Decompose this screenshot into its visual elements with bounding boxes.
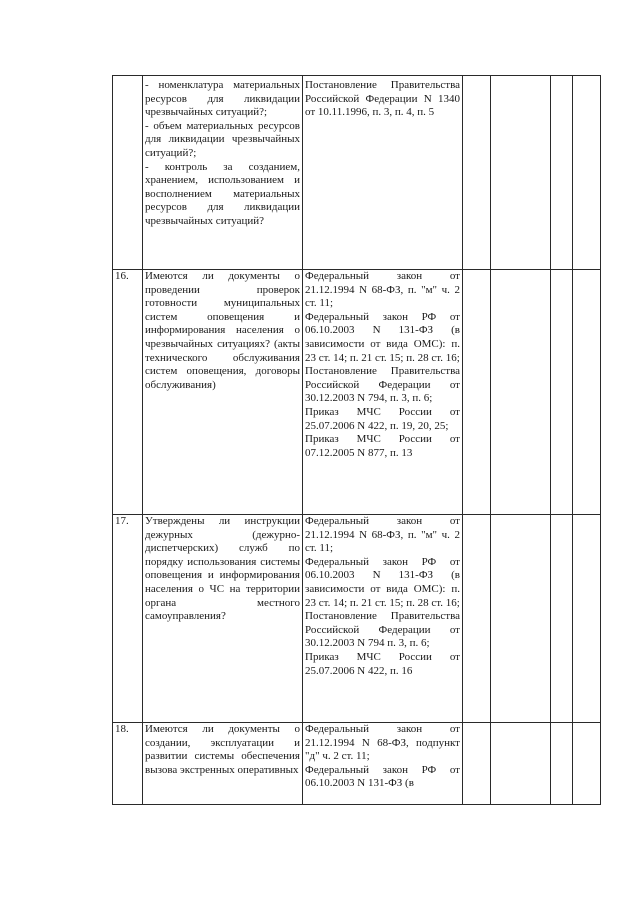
reference-item: Постановление Правительства Российской Федерации от 30.12.2003 N 794 п. 3, п. 6;	[305, 610, 463, 650]
reference-item: Постановление Правительства Российской Федерации от 30.12.2003 N 794, п. 3, п. 6;	[305, 365, 463, 405]
row-number: 16.	[113, 270, 143, 515]
empty-cell	[463, 76, 491, 270]
question-item: Имеются ли документы о проведении проверок готовности муниципальных систем оповещения и информирования населения о чрезвычайных ситуациях? (акты технического обслуживания систем оповещения, договоры обслуживания)	[145, 270, 303, 391]
table-row	[113, 270, 601, 515]
question-cell	[143, 723, 303, 805]
question-item: - номенклатура материальных ресурсов для ликвидации чрезвычайных ситуаций?;	[145, 79, 303, 119]
table-row	[113, 723, 601, 805]
empty-cell	[573, 76, 601, 270]
reference-item: Федеральный закон от 21.12.1994 N 68-ФЗ, п. "м" ч. 2 ст. 11;	[305, 270, 463, 310]
checklist-table	[112, 75, 601, 805]
empty-cell	[463, 270, 491, 515]
empty-cell	[573, 515, 601, 723]
empty-cell	[463, 723, 491, 805]
reference-item: Приказ МЧС России от 25.07.2006 N 422, п. 19, 20, 25;	[305, 405, 463, 432]
empty-cell	[573, 270, 601, 515]
empty-cell	[551, 515, 573, 723]
reference-item: Федеральный закон РФ от 06.10.2003 N 131-ФЗ (в	[305, 763, 463, 790]
empty-cell	[551, 270, 573, 515]
row-number: 17.	[113, 515, 143, 723]
table-row	[113, 515, 601, 723]
row-number: 18.	[113, 723, 143, 805]
empty-cell	[551, 76, 573, 270]
table-row	[113, 76, 601, 270]
question-item: Утверждены ли инструкции дежурных (дежурно-диспетчерских) служб по порядку использования системы оповещения и информирования населения о ЧС на территории органа местного самоуправления?	[145, 515, 303, 623]
row-number	[113, 76, 143, 270]
empty-cell	[491, 270, 551, 515]
question-item: Имеются ли документы о создании, эксплуатации и развитии системы обеспечения вызова экстренных оперативных	[145, 723, 303, 776]
empty-cell	[573, 723, 601, 805]
reference-cell	[303, 270, 463, 515]
reference-cell	[303, 515, 463, 723]
question-cell	[143, 76, 303, 270]
empty-cell	[463, 515, 491, 723]
empty-cell	[491, 723, 551, 805]
question-item: - контроль за созданием, хранением, использованием и восполнением материальных ресурсов для ликвидации чрезвычайных ситуаций?	[145, 160, 303, 227]
reference-cell	[303, 723, 463, 805]
empty-cell	[491, 76, 551, 270]
reference-cell	[303, 76, 463, 270]
reference-item: Федеральный закон РФ от 06.10.2003 N 131-ФЗ (в зависимости от вида ОМС): п. 23 ст. 14; п. 21 ст. 15; п. 28 ст. 16;	[305, 555, 463, 609]
empty-cell	[491, 515, 551, 723]
reference-item: Приказ МЧС России от 07.12.2005 N 877, п. 13	[305, 433, 463, 459]
question-item: - объем материальных ресурсов для ликвидации чрезвычайных ситуаций?;	[145, 119, 303, 159]
question-cell	[143, 270, 303, 515]
reference-item: Федеральный закон от 21.12.1994 N 68-ФЗ, подпункт "д" ч. 2 ст. 11;	[305, 723, 463, 763]
reference-item: Постановление Правительства Российской Федерации N 1340 от 10.11.1996, п. 3, п. 4, п. 5	[305, 79, 463, 119]
empty-cell	[551, 723, 573, 805]
reference-item: Приказ МЧС России от 25.07.2006 N 422, п. 16	[305, 650, 463, 677]
question-cell	[143, 515, 303, 723]
reference-item: Федеральный закон РФ от 06.10.2003 N 131-ФЗ (в зависимости от вида ОМС): п. 23 ст. 14; п. 21 ст. 15; п. 28 ст. 16;	[305, 310, 463, 364]
reference-item: Федеральный закон от 21.12.1994 N 68-ФЗ, п. "м" ч. 2 ст. 11;	[305, 515, 463, 555]
